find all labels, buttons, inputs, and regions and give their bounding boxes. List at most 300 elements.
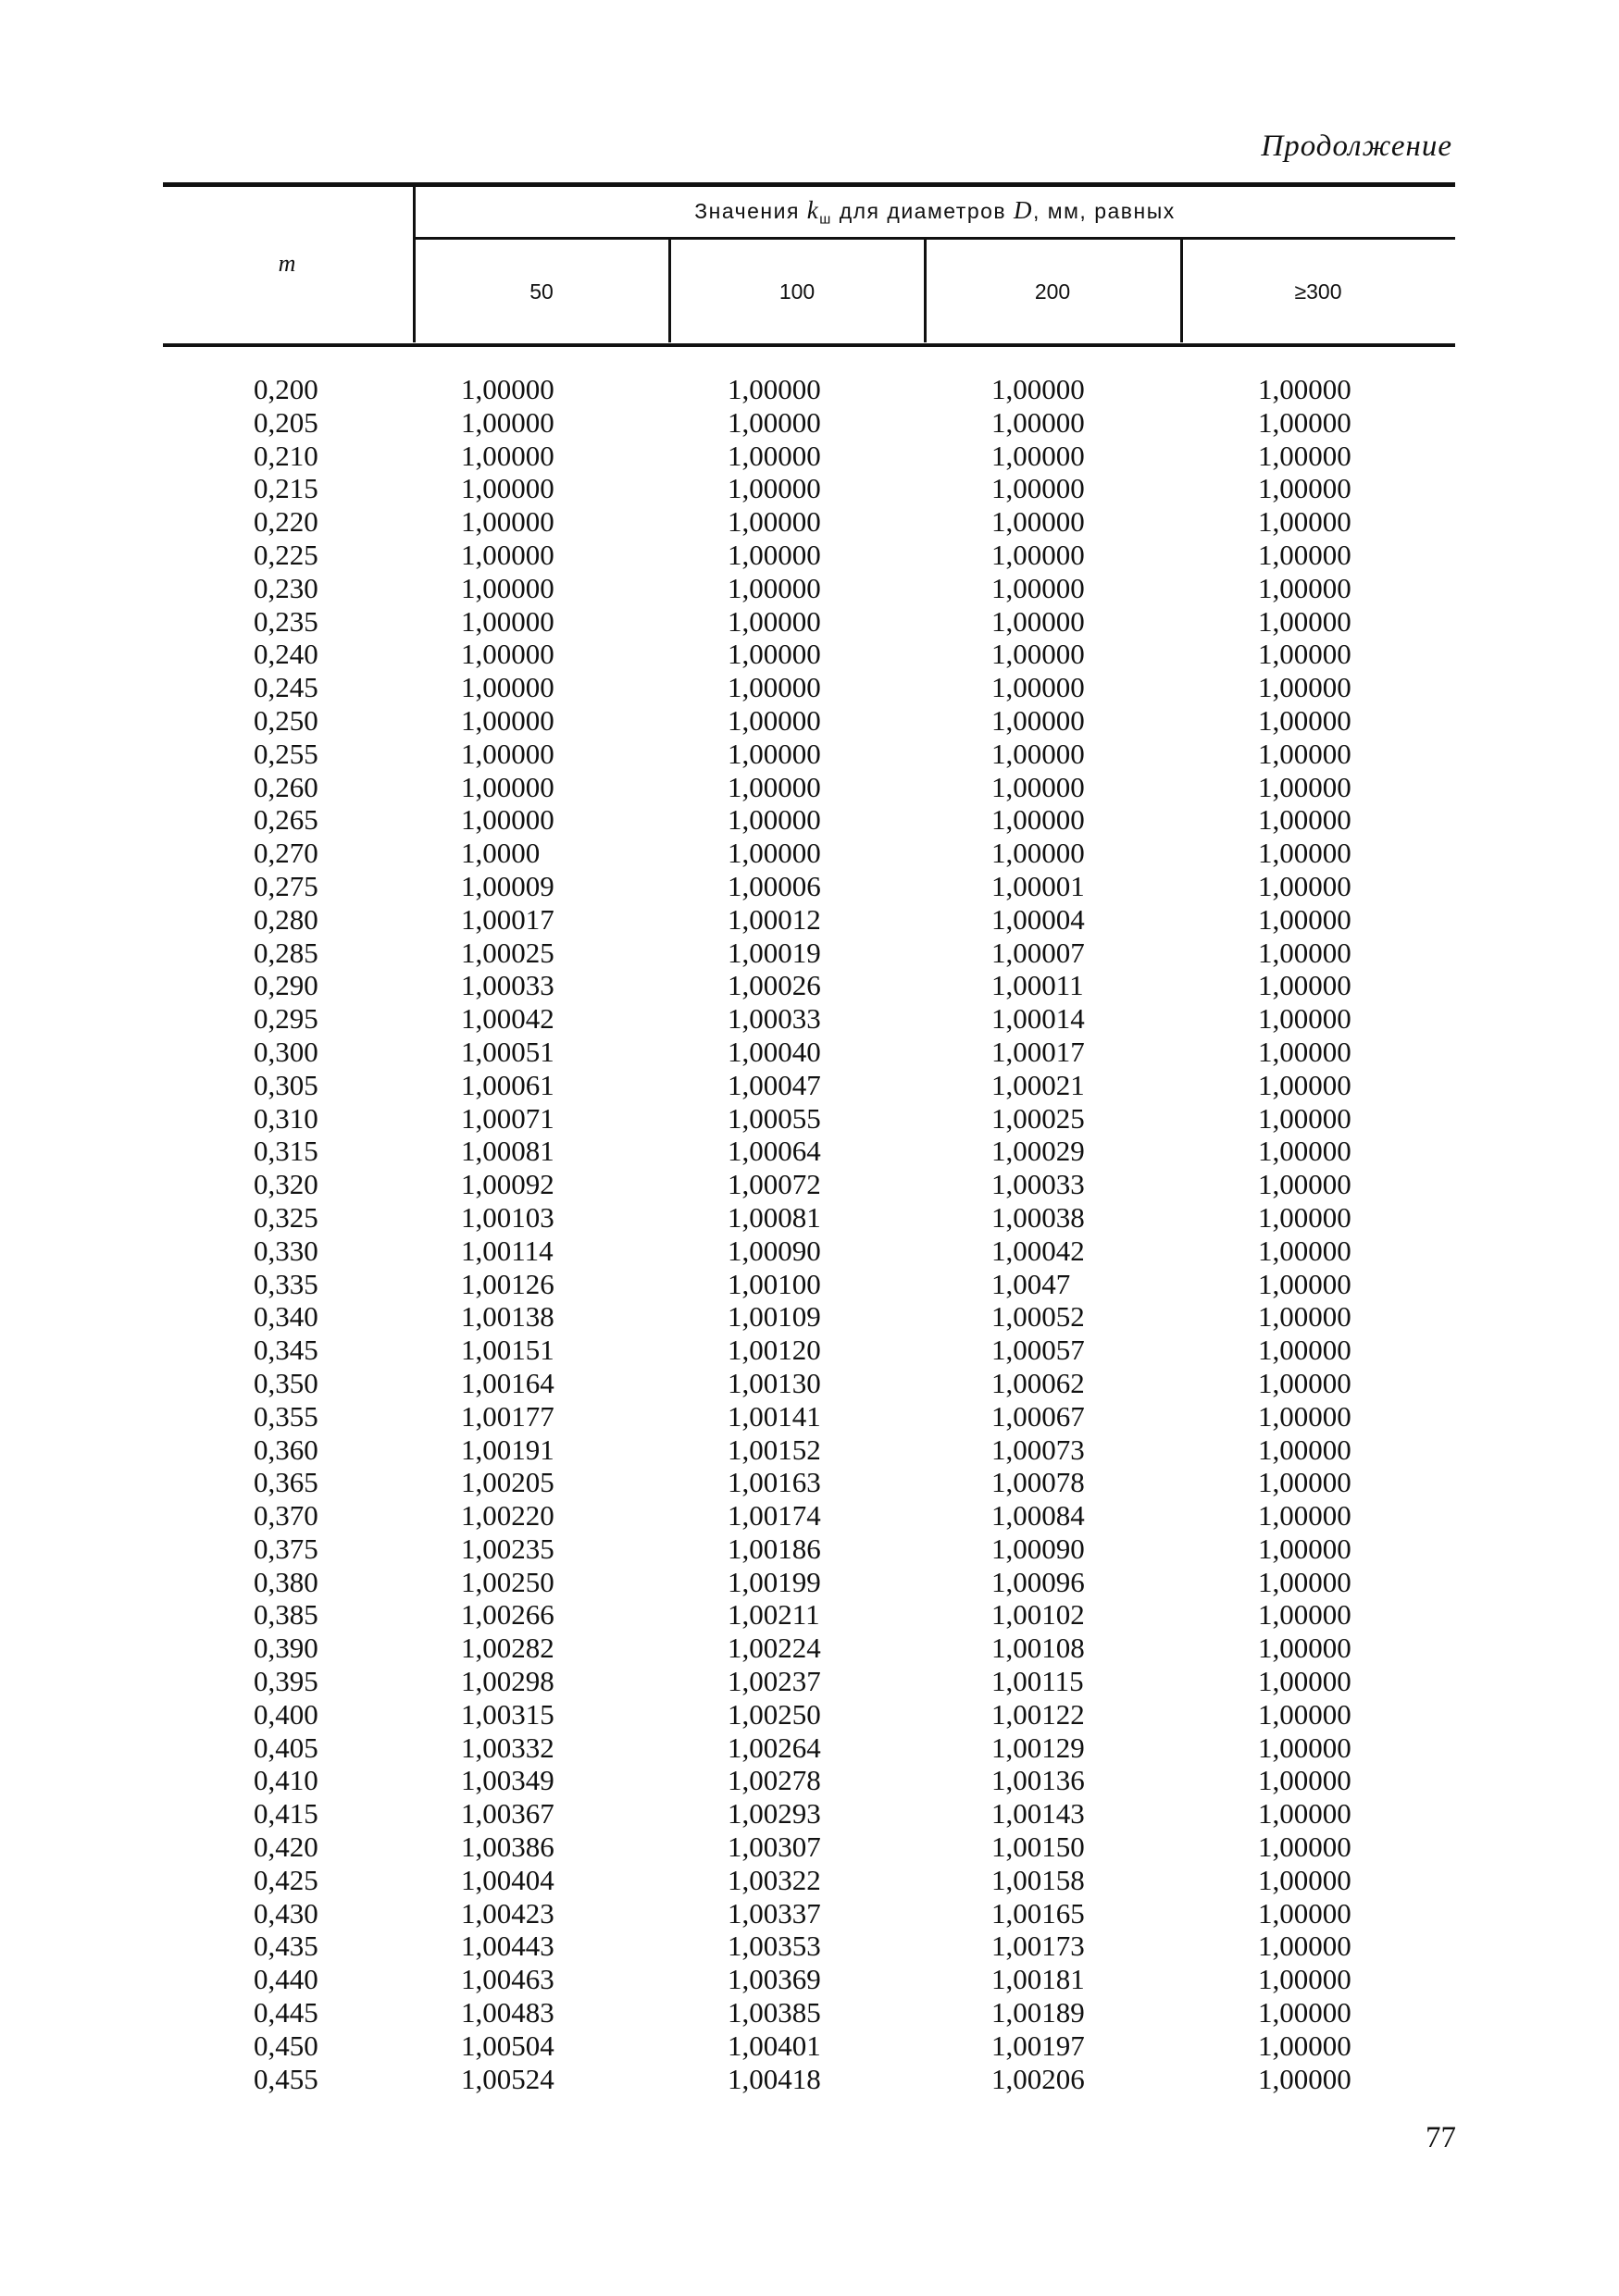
cell-m: 0,220 <box>254 505 318 539</box>
table-row <box>163 605 1455 639</box>
cell-d300: 1,00000 <box>1258 1598 1351 1632</box>
table-row <box>163 1864 1455 1897</box>
cell-d100: 1,00000 <box>728 671 821 704</box>
cell-d200: 1,00001 <box>991 869 1085 902</box>
cell-d50: 1,00386 <box>461 1831 554 1864</box>
cell-d100: 1,00026 <box>728 969 821 1002</box>
cell-d300: 1,00000 <box>1258 538 1351 571</box>
cell-d100: 1,00293 <box>728 1797 821 1831</box>
cell-d200: 1,00038 <box>991 1200 1085 1234</box>
cell-d50: 1,00042 <box>461 1002 554 1036</box>
cell-d300: 1,00000 <box>1258 1466 1351 1499</box>
cell-d300: 1,00000 <box>1258 1234 1351 1267</box>
cell-m: 0,280 <box>254 902 318 936</box>
cell-d200: 1,00078 <box>991 1466 1085 1499</box>
cell-d50: 1,00071 <box>461 1101 554 1135</box>
cell-m: 0,205 <box>254 405 318 439</box>
cell-d50: 1,00443 <box>461 1930 554 1963</box>
cell-d100: 1,00040 <box>728 1035 821 1068</box>
cell-d200: 1,00017 <box>991 1035 1085 1068</box>
cell-d300: 1,00000 <box>1258 505 1351 539</box>
cell-d200: 1,00052 <box>991 1300 1085 1334</box>
cell-d50: 1,00000 <box>461 638 554 671</box>
table-row <box>163 771 1455 804</box>
cell-d100: 1,00000 <box>728 737 821 770</box>
cell-d100: 1,00064 <box>728 1135 821 1168</box>
cell-m: 0,380 <box>254 1565 318 1598</box>
table-row <box>163 539 1455 572</box>
cell-d50: 1,00138 <box>461 1300 554 1334</box>
cell-d50: 1,00266 <box>461 1598 554 1632</box>
cell-d100: 1,00278 <box>728 1764 821 1797</box>
table-row <box>163 1400 1455 1433</box>
cell-d100: 1,00369 <box>728 1963 821 1996</box>
cell-d300: 1,00000 <box>1258 373 1351 405</box>
cell-d50: 1,00349 <box>461 1764 554 1797</box>
cell-d200: 1,00067 <box>991 1399 1085 1433</box>
cell-d50: 1,00463 <box>461 1963 554 1996</box>
cell-d300: 1,00000 <box>1258 770 1351 803</box>
cell-d100: 1,00224 <box>728 1632 821 1665</box>
cell-m: 0,355 <box>254 1399 318 1433</box>
cell-d100: 1,00000 <box>728 472 821 505</box>
cell-d100: 1,00000 <box>728 703 821 737</box>
cell-d300: 1,00000 <box>1258 1135 1351 1168</box>
cell-d200: 1,00000 <box>991 439 1085 472</box>
table-row <box>163 638 1455 671</box>
table-row <box>163 1235 1455 1268</box>
cell-d100: 1,00000 <box>728 803 821 837</box>
table-row <box>163 937 1455 970</box>
cell-d300: 1,00000 <box>1258 472 1351 505</box>
cell-d200: 1,00021 <box>991 1068 1085 1101</box>
cell-d100: 1,00109 <box>728 1300 821 1334</box>
cell-m: 0,305 <box>254 1068 318 1101</box>
cell-d300: 1,00000 <box>1258 1632 1351 1665</box>
cell-d50: 1,00033 <box>461 969 554 1002</box>
table-row <box>163 1963 1455 1996</box>
cell-m: 0,245 <box>254 671 318 704</box>
cell-d100: 1,00199 <box>728 1565 821 1598</box>
cell-d200: 1,00165 <box>991 1896 1085 1930</box>
column-header-50: 50 <box>529 279 554 304</box>
cell-d50: 1,00000 <box>461 571 554 604</box>
cell-m: 0,390 <box>254 1632 318 1665</box>
cell-d100: 1,00006 <box>728 869 821 902</box>
cell-d50: 1,00000 <box>461 770 554 803</box>
cell-d300: 1,00000 <box>1258 1168 1351 1201</box>
cell-d200: 1,00000 <box>991 803 1085 837</box>
cell-d100: 1,00000 <box>728 538 821 571</box>
cell-m: 0,260 <box>254 770 318 803</box>
cell-d300: 1,00000 <box>1258 1002 1351 1036</box>
cell-d100: 1,00211 <box>728 1598 820 1632</box>
cell-m: 0,335 <box>254 1267 318 1300</box>
cell-m: 0,425 <box>254 1863 318 1896</box>
cell-m: 0,365 <box>254 1466 318 1499</box>
cell-d50: 1,00367 <box>461 1797 554 1831</box>
group-header-symbol: k <box>806 196 820 224</box>
cell-d200: 1,00143 <box>991 1797 1085 1831</box>
table-header-bottom-rule <box>163 343 1455 347</box>
cell-d300: 1,00000 <box>1258 1665 1351 1698</box>
cell-d50: 1,00423 <box>461 1896 554 1930</box>
cell-d100: 1,00385 <box>728 1996 821 2029</box>
cell-m: 0,405 <box>254 1731 318 1764</box>
table-row <box>163 1598 1455 1632</box>
group-header-suffix2: , мм, равных <box>1033 199 1176 223</box>
group-header-suffix: для диаметров <box>839 199 1007 223</box>
cell-d300: 1,00000 <box>1258 439 1351 472</box>
cell-d50: 1,00092 <box>461 1168 554 1201</box>
cell-d100: 1,00000 <box>728 405 821 439</box>
cell-d300: 1,00000 <box>1258 405 1351 439</box>
cell-m: 0,440 <box>254 1963 318 1996</box>
cell-d300: 1,00000 <box>1258 869 1351 902</box>
table-row <box>163 1764 1455 1797</box>
table-row <box>163 738 1455 771</box>
cell-d50: 1,00483 <box>461 1996 554 2029</box>
cell-m: 0,240 <box>254 638 318 671</box>
cell-d50: 1,00205 <box>461 1466 554 1499</box>
cell-d100: 1,00120 <box>728 1334 821 1367</box>
cell-d300: 1,00000 <box>1258 1831 1351 1864</box>
cell-d200: 1,00011 <box>991 969 1084 1002</box>
cell-m: 0,285 <box>254 936 318 969</box>
table-row <box>163 837 1455 870</box>
cell-m: 0,415 <box>254 1797 318 1831</box>
cell-d200: 1,00000 <box>991 703 1085 737</box>
cell-d50: 1,00051 <box>461 1035 554 1068</box>
cell-d100: 1,00322 <box>728 1863 821 1896</box>
continuation-label: Продолжение <box>1261 130 1452 163</box>
cell-d100: 1,00152 <box>728 1433 821 1466</box>
cell-d300: 1,00000 <box>1258 1996 1351 2029</box>
stub-header: m <box>278 250 296 277</box>
table-row <box>163 440 1455 473</box>
cell-d100: 1,00163 <box>728 1466 821 1499</box>
cell-d300: 1,00000 <box>1258 1068 1351 1101</box>
cell-d200: 1,00062 <box>991 1366 1085 1399</box>
table-body <box>163 373 1455 2095</box>
cell-d200: 1,00206 <box>991 2062 1085 2095</box>
cell-m: 0,370 <box>254 1499 318 1533</box>
cell-d300: 1,00000 <box>1258 1101 1351 1135</box>
cell-d50: 1,00250 <box>461 1565 554 1598</box>
cell-d50: 1,00220 <box>461 1499 554 1533</box>
cell-m: 0,275 <box>254 869 318 902</box>
cell-d200: 1,00150 <box>991 1831 1085 1864</box>
table-row <box>163 2063 1455 2096</box>
cell-m: 0,315 <box>254 1135 318 1168</box>
cell-d50: 1,00061 <box>461 1068 554 1101</box>
cell-d50: 1,00126 <box>461 1267 554 1300</box>
cell-m: 0,395 <box>254 1665 318 1698</box>
cell-d50: 1,00000 <box>461 472 554 505</box>
cell-d50: 1,0000 <box>461 837 541 870</box>
cell-m: 0,450 <box>254 2029 318 2062</box>
table-row <box>163 1300 1455 1334</box>
cell-m: 0,445 <box>254 1996 318 2029</box>
table-row <box>163 704 1455 738</box>
table-row <box>163 2029 1455 2063</box>
cell-d200: 1,00096 <box>991 1565 1085 1598</box>
cell-d200: 1,00090 <box>991 1532 1085 1565</box>
cell-d300: 1,00000 <box>1258 1764 1351 1797</box>
cell-m: 0,230 <box>254 571 318 604</box>
cell-d50: 1,00025 <box>461 936 554 969</box>
table-row <box>163 1930 1455 1963</box>
table-row <box>163 373 1455 406</box>
cell-d200: 1,00000 <box>991 638 1085 671</box>
cell-d200: 1,00000 <box>991 837 1085 870</box>
cell-d50: 1,00000 <box>461 671 554 704</box>
table-row <box>163 1069 1455 1102</box>
cell-d200: 1,00173 <box>991 1930 1085 1963</box>
table-row <box>163 505 1455 539</box>
table-row <box>163 1102 1455 1136</box>
cell-d200: 1,00000 <box>991 604 1085 638</box>
cell-m: 0,410 <box>254 1764 318 1797</box>
cell-d50: 1,00151 <box>461 1334 554 1367</box>
cell-d100: 1,00033 <box>728 1002 821 1036</box>
cell-d300: 1,00000 <box>1258 671 1351 704</box>
cell-m: 0,250 <box>254 703 318 737</box>
group-header-subscript: ш <box>819 211 832 228</box>
cell-d300: 1,00000 <box>1258 1499 1351 1533</box>
cell-d100: 1,00237 <box>728 1665 821 1698</box>
table-row <box>163 1002 1455 1036</box>
cell-d300: 1,00000 <box>1258 571 1351 604</box>
cell-d200: 1,00000 <box>991 405 1085 439</box>
table-row <box>163 1897 1455 1930</box>
cell-d100: 1,00000 <box>728 837 821 870</box>
cell-m: 0,375 <box>254 1532 318 1565</box>
cell-d200: 1,00136 <box>991 1764 1085 1797</box>
cell-m: 0,200 <box>254 373 318 405</box>
table-row <box>163 472 1455 505</box>
cell-d100: 1,00353 <box>728 1930 821 1963</box>
cell-d50: 1,00000 <box>461 703 554 737</box>
cell-m: 0,310 <box>254 1101 318 1135</box>
cell-d200: 1,00000 <box>991 770 1085 803</box>
column-header-200: 200 <box>1034 279 1071 304</box>
cell-d100: 1,00141 <box>728 1399 821 1433</box>
cell-d300: 1,00000 <box>1258 638 1351 671</box>
cell-m: 0,210 <box>254 439 318 472</box>
cell-d200: 1,00000 <box>991 571 1085 604</box>
cell-d50: 1,00000 <box>461 439 554 472</box>
cell-d100: 1,00000 <box>728 770 821 803</box>
table-row <box>163 969 1455 1002</box>
cell-m: 0,235 <box>254 604 318 638</box>
column-header-100: 100 <box>778 279 816 304</box>
cell-d100: 1,00000 <box>728 373 821 405</box>
cell-d300: 1,00000 <box>1258 604 1351 638</box>
cell-d50: 1,00000 <box>461 405 554 439</box>
group-header-dim: D <box>1014 196 1034 224</box>
table-row <box>163 1036 1455 1069</box>
cell-m: 0,360 <box>254 1433 318 1466</box>
table-row <box>163 1665 1455 1698</box>
cell-d300: 1,00000 <box>1258 1532 1351 1565</box>
cell-d200: 1,00102 <box>991 1598 1085 1632</box>
cell-d200: 1,00025 <box>991 1101 1085 1135</box>
cell-m: 0,270 <box>254 837 318 870</box>
cell-m: 0,430 <box>254 1896 318 1930</box>
cell-d50: 1,00524 <box>461 2062 554 2095</box>
page-number: 77 <box>1426 2121 1456 2154</box>
cell-d50: 1,00235 <box>461 1532 554 1565</box>
cell-d200: 1,00115 <box>991 1665 1084 1698</box>
cell-d100: 1,00000 <box>728 439 821 472</box>
cell-d100: 1,00100 <box>728 1267 821 1300</box>
table-row <box>163 1201 1455 1235</box>
cell-m: 0,325 <box>254 1200 318 1234</box>
cell-d100: 1,00401 <box>728 2029 821 2062</box>
table-row <box>163 1367 1455 1400</box>
cell-d200: 1,00042 <box>991 1234 1085 1267</box>
cell-d300: 1,00000 <box>1258 1300 1351 1334</box>
cell-d50: 1,00404 <box>461 1863 554 1896</box>
table-row <box>163 903 1455 937</box>
cell-d300: 1,00000 <box>1258 1930 1351 1963</box>
cell-d100: 1,00072 <box>728 1168 821 1201</box>
cell-m: 0,340 <box>254 1300 318 1334</box>
cell-d300: 1,00000 <box>1258 1334 1351 1367</box>
group-header-rule <box>413 237 1455 240</box>
cell-m: 0,435 <box>254 1930 318 1963</box>
cell-m: 0,350 <box>254 1366 318 1399</box>
cell-d300: 1,00000 <box>1258 1896 1351 1930</box>
table-row <box>163 1268 1455 1301</box>
cell-d50: 1,00000 <box>461 505 554 539</box>
cell-d200: 1,00000 <box>991 373 1085 405</box>
cell-m: 0,215 <box>254 472 318 505</box>
group-header-prefix: Значения <box>694 199 800 223</box>
table-row <box>163 1566 1455 1599</box>
cell-d200: 1,00073 <box>991 1433 1085 1466</box>
cell-d300: 1,00000 <box>1258 936 1351 969</box>
table-row <box>163 1698 1455 1731</box>
column-divider-3 <box>1180 239 1183 342</box>
cell-d50: 1,00315 <box>461 1697 554 1731</box>
cell-d200: 1,00007 <box>991 936 1085 969</box>
cell-d300: 1,00000 <box>1258 837 1351 870</box>
group-header <box>415 196 1455 228</box>
cell-d200: 1,00189 <box>991 1996 1085 2029</box>
cell-m: 0,225 <box>254 538 318 571</box>
table-row <box>163 1499 1455 1533</box>
cell-m: 0,385 <box>254 1598 318 1632</box>
table-row <box>163 1533 1455 1566</box>
cell-d100: 1,00130 <box>728 1366 821 1399</box>
table-row <box>163 572 1455 605</box>
cell-m: 0,290 <box>254 969 318 1002</box>
table-top-rule <box>163 182 1455 187</box>
cell-d200: 1,00000 <box>991 737 1085 770</box>
column-divider-1 <box>668 239 671 342</box>
cell-d300: 1,00000 <box>1258 1035 1351 1068</box>
cell-d50: 1,00017 <box>461 902 554 936</box>
cell-d100: 1,00081 <box>728 1200 821 1234</box>
table-row <box>163 406 1455 440</box>
table-row <box>163 1831 1455 1864</box>
table-row <box>163 870 1455 903</box>
cell-d100: 1,00174 <box>728 1499 821 1533</box>
column-divider-2 <box>924 239 927 342</box>
cell-m: 0,400 <box>254 1697 318 1731</box>
column-header-300: ≥300 <box>1294 279 1342 304</box>
cell-d200: 1,00057 <box>991 1334 1085 1367</box>
cell-d300: 1,00000 <box>1258 2029 1351 2062</box>
cell-d50: 1,00009 <box>461 869 554 902</box>
cell-d200: 1,00004 <box>991 902 1085 936</box>
table-row <box>163 1168 1455 1201</box>
cell-d50: 1,00081 <box>461 1135 554 1168</box>
cell-m: 0,255 <box>254 737 318 770</box>
table-row <box>163 1466 1455 1499</box>
table-row <box>163 1433 1455 1467</box>
cell-d200: 1,00084 <box>991 1499 1085 1533</box>
cell-d200: 1,00197 <box>991 2029 1085 2062</box>
cell-d50: 1,00114 <box>461 1234 554 1267</box>
cell-d300: 1,00000 <box>1258 902 1351 936</box>
cell-m: 0,420 <box>254 1831 318 1864</box>
cell-d300: 1,00000 <box>1258 1565 1351 1598</box>
cell-d200: 1,00000 <box>991 538 1085 571</box>
cell-d50: 1,00103 <box>461 1200 554 1234</box>
cell-d50: 1,00298 <box>461 1665 554 1698</box>
cell-d300: 1,00000 <box>1258 1797 1351 1831</box>
cell-d200: 1,00181 <box>991 1963 1085 1996</box>
cell-d100: 1,00250 <box>728 1697 821 1731</box>
table-row <box>163 1797 1455 1831</box>
table-row <box>163 803 1455 837</box>
cell-d200: 1,00158 <box>991 1863 1085 1896</box>
cell-d300: 1,00000 <box>1258 1267 1351 1300</box>
cell-d100: 1,00000 <box>728 505 821 539</box>
cell-d200: 1,00000 <box>991 472 1085 505</box>
cell-d300: 1,00000 <box>1258 1863 1351 1896</box>
table-row <box>163 1135 1455 1168</box>
cell-d100: 1,00337 <box>728 1896 821 1930</box>
cell-d300: 1,00000 <box>1258 803 1351 837</box>
cell-d200: 1,00033 <box>991 1168 1085 1201</box>
cell-d50: 1,00000 <box>461 373 554 405</box>
cell-d50: 1,00504 <box>461 2029 554 2062</box>
cell-d300: 1,00000 <box>1258 969 1351 1002</box>
cell-d200: 1,00129 <box>991 1731 1085 1764</box>
cell-d50: 1,00000 <box>461 803 554 837</box>
cell-d200: 1,00000 <box>991 505 1085 539</box>
cell-d200: 1,00108 <box>991 1632 1085 1665</box>
cell-d300: 1,00000 <box>1258 1200 1351 1234</box>
table-row <box>163 1996 1455 2029</box>
cell-d100: 1,00019 <box>728 936 821 969</box>
cell-m: 0,330 <box>254 1234 318 1267</box>
cell-d100: 1,00090 <box>728 1234 821 1267</box>
cell-d300: 1,00000 <box>1258 703 1351 737</box>
cell-d100: 1,00000 <box>728 571 821 604</box>
cell-d100: 1,00012 <box>728 902 821 936</box>
table-row <box>163 671 1455 704</box>
cell-d100: 1,00047 <box>728 1068 821 1101</box>
cell-d100: 1,00055 <box>728 1101 821 1135</box>
cell-d300: 1,00000 <box>1258 737 1351 770</box>
cell-d100: 1,00000 <box>728 638 821 671</box>
cell-d300: 1,00000 <box>1258 1731 1351 1764</box>
